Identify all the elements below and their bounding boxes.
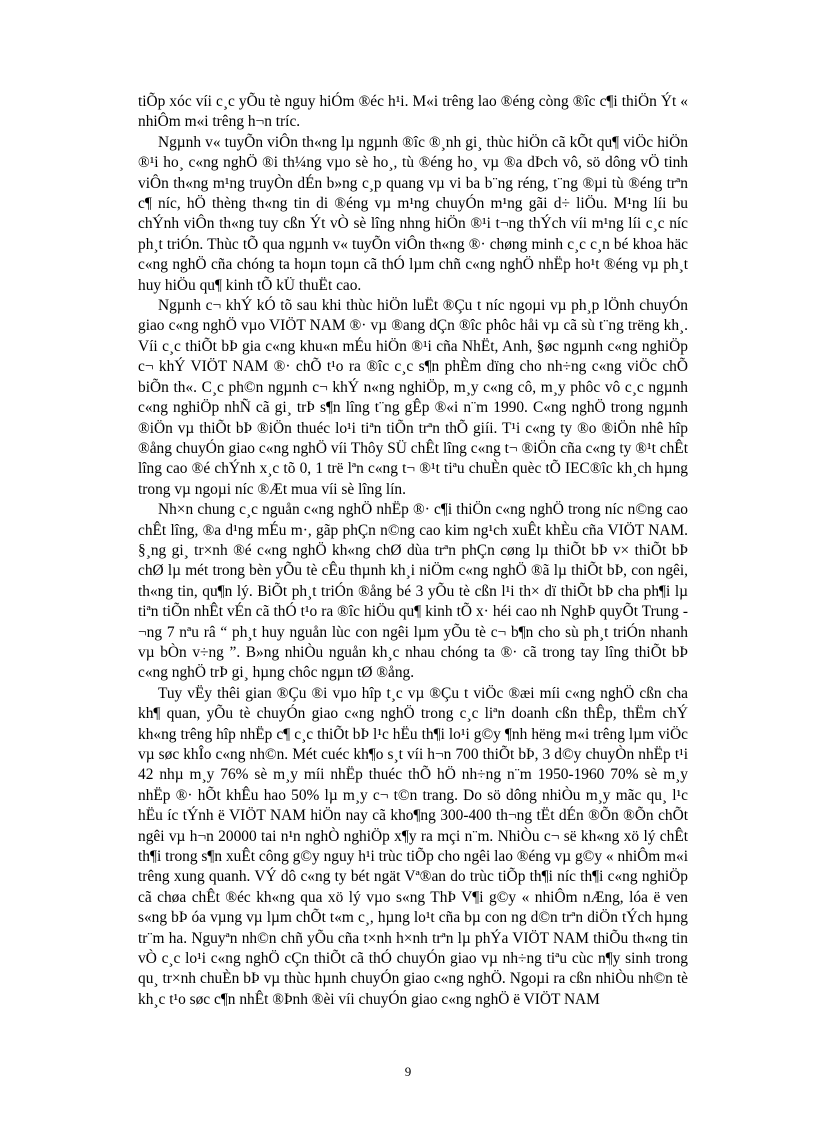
paragraph-4: Nh×n chung c¸c nguån c«ng nghÖ nhËp ®· c¶i thiÖn c«ng nghÖ trong níc n©ng cao chÊt lîng, ®a d¹ng mÉu m·, gãp phÇn n©ng cao kim ng¹ch xuÊt khÈu cña VIÖT NAM. §¸ng gi¸ tr×nh ®é c«ng nghÖ kh«ng chØ dùa trªn phÇn cøng lµ thiÕt bÞ v× thiÕt bÞ chØ lµ mét trong bèn yÕu tè cÊu thµnh kh¸i niÖm c«ng nghÖ ®ã lµ thiÕt bÞ, con ngêi, th«ng tin, qu¶n lý. BiÕt ph¸t triÓn ®ång bé 3 yÕu tè cßn l¹i th× dï thiÕt bÞ cha ph¶i lµ tiªn tiÕn nhÊt vÉn cã thÓ t¹o ra ®îc hiÖu qu¶ kinh tÕ x· héi cao nh NghÞ quyÕt Trung ¬ng 7 nªu râ “ ph¸t huy nguån lùc con ngêi lµm yÕu tè c¬ b¶n cho sù ph¸t triÓn nhanh vµ bÒn v÷ng ”. B»ng nhiÒu nguån kh¸c nhau chóng ta ®· cã trong tay lîng thiÕt bÞ c«ng nghÖ trÞ gi¸ hµng chôc ngµn tØ ®ång. <box>138 501 688 682</box>
paragraph-3: Ngµnh c¬ khÝ kÓ tõ sau khi thùc hiÖn luËt ®Çu t níc ngoµi vµ ph¸p lÖnh chuyÓn giao c«ng nghÖ vµo VIÖT NAM ®· vµ ®ang dÇn ®îc phôc håi vµ cã sù t¨ng trëng kh¸. Víi c¸c thiÕt bÞ gia c«ng khu«n mÉu hiÖn ®¹i cña NhËt, Anh, §øc ngµnh c«ng nghiÖp c¬ khÝ VIÖT NAM ®· chÕ t¹o ra ®îc c¸c s¶n phÈm dïng cho nh÷ng c«ng viÖc chÕ biÕn th«. C¸c ph©n ngµnh c¬ khÝ n«ng nghiÖp, m¸y c«ng cô, m¸y phôc vô c¸c ngµnh c«ng nghiÖp nhÑ cã gi¸ trÞ s¶n lîng t¨ng gÊp ®«i n¨m 1990. C«ng nghÖ trong ngµnh ®iÖn vµ thiÕt bÞ ®iÖn thuéc lo¹i tiªn tiÕn trªn thÕ giíi. T¹i c«ng ty ®o ®iÖn nhê hîp ®ång chuyÓn giao c«ng nghÖ víi Thôy SÜ chÊt lîng c«ng t¬ ®iÖn cña c«ng ty ®¹t chÊt lîng cao ®é chÝnh x¸c tõ 0, 1 trë lªn c«ng t¬ ®¹t tiªu chuÈn quèc tÕ IEC®îc kh¸ch hµng trong vµ ngoµi níc ®Æt mua víi sè lîng lín. <box>138 297 688 498</box>
page-number: 9 <box>404 1064 412 1079</box>
document-body <box>138 92 688 1010</box>
paragraph-5: Tuy vËy thêi gian ®Çu ®i vµo hîp t¸c vµ ®Çu t viÖc ®æi míi c«ng nghÖ cßn cha kh¶ quan, yÕu tè chuyÓn giao c«ng nghÖ trong c¸c liªn doanh cßn thÊp, thËm chÝ kh«ng trêng hîp nhËp c¶ c¸c thiÕt bÞ l¹c hËu th¶i lo¹i g©y ¶nh hëng m«i trêng lµm viÖc vµ søc khÎo c«ng nh©n. Mét cuéc kh¶o s¸t víi h¬n 700 thiÕt bÞ, 3 d©y chuyÒn nhËp t¹i 42 nhµ m¸y 76% sè m¸y míi nhËp thuéc thÕ hÖ nh÷ng n¨m 1950-1960 70% sè m¸y nhËp ®· hÕt khÊu hao 50% lµ m¸y c¬ t©n trang. Do sö dông nhiÒu m¸y mãc qu¸ l¹c hËu íc tÝnh ë VIÖT NAM hiÖn nay cã kho¶ng 300-400 th¬ng tËt dÉn ®Õn ®Õn chÕt ngêi vµ h¬n 20000 tai n¹n nghÒ nghiÖp x¶y ra mçi n¨m. NhiÒu c¬ së kh«ng xö lý chÊt th¶i trong s¶n xuÊt công g©y nguy h¹i trùc tiÕp cho ngêi lao ®éng vµ g©y « nhiÔm m«i trêng xung quanh. VÝ dô c«ng ty bét ngät Vª®an do trùc tiÕp th¶i níc th¶i c«ng nghiÖp cã chøa chÊt ®éc kh«ng qua xö lý vµo s«ng ThÞ V¶i g©y « nhiÔm nÆng, lóa ë ven s«ng bÞ óa vµng vµ lµm chÕt t«m c¸, hµng lo¹t cña bµ con ng d©n trªn diÖn tÝch hµng tr¨m ha. Nguyªn nh©n chñ yÕu cña t×nh h×nh trªn lµ phÝa VIÖT NAM thiÕu th«ng tin vÒ c¸c lo¹i c«ng nghÖ cÇn thiÕt cã thÓ chuyÓn giao vµ nh÷ng tiªu cùc n¶y sinh trong qu¸ tr×nh chuÈn bÞ vµ thùc hµnh chuyÓn giao c«ng nghÖ. Ngoµi ra cßn nhiÒu nh©n tè kh¸c t¹o søc c¶n nhÊt ®Þnh ®èi víi chuyÓn giao c«ng nghÖ ë VIÖT NAM <box>138 684 688 1008</box>
paragraph-1: tiÕp xóc víi c¸c yÕu tè nguy hiÓm ®éc h¹i. M«i trêng lao ®éng còng ®îc c¶i thiÖn Ýt « nhiÔm m«i trêng h¬n tríc. <box>138 93 688 131</box>
paragraph-2: Ngµnh v« tuyÕn viÔn th«ng lµ ngµnh ®îc ®¸nh gi¸ thùc hiÖn cã kÕt qu¶ viÖc hiÖn ®¹i ho¸ c«ng nghÖ ®i th¼ng vµo sè ho¸, tù ®éng ho¸ vµ ®a dÞch vô, sö dông vÖ tinh viÔn th«ng m¹ng truyÒn dÉn b»ng c¸p quang vµ vi ba b¨ng réng, t¨ng ®µi tù ®éng trªn c¶ níc, hÖ thèng th«ng tin di ®éng vµ m¹ng chuyÓn m¹ng gãi d÷ liÖu. M¹ng líi bu chÝnh viÔn th«ng tuy cßn Ýt vÒ sè lîng nhng hiÖn ®¹i t¬ng thÝch víi m¹ng líi c¸c níc ph¸t triÓn. Thùc tÕ qua ngµnh v« tuyÕn viÔn th«ng ®· chøng minh c¸c c¸n bé khoa häc c«ng nghÖ cña chóng ta hoµn toµn cã thÓ lµm chñ c«ng nghÖ nhËp ho¹t ®éng vµ ph¸t huy hiÖu qu¶ kinh tÕ kÜ thuËt cao. <box>138 133 688 294</box>
